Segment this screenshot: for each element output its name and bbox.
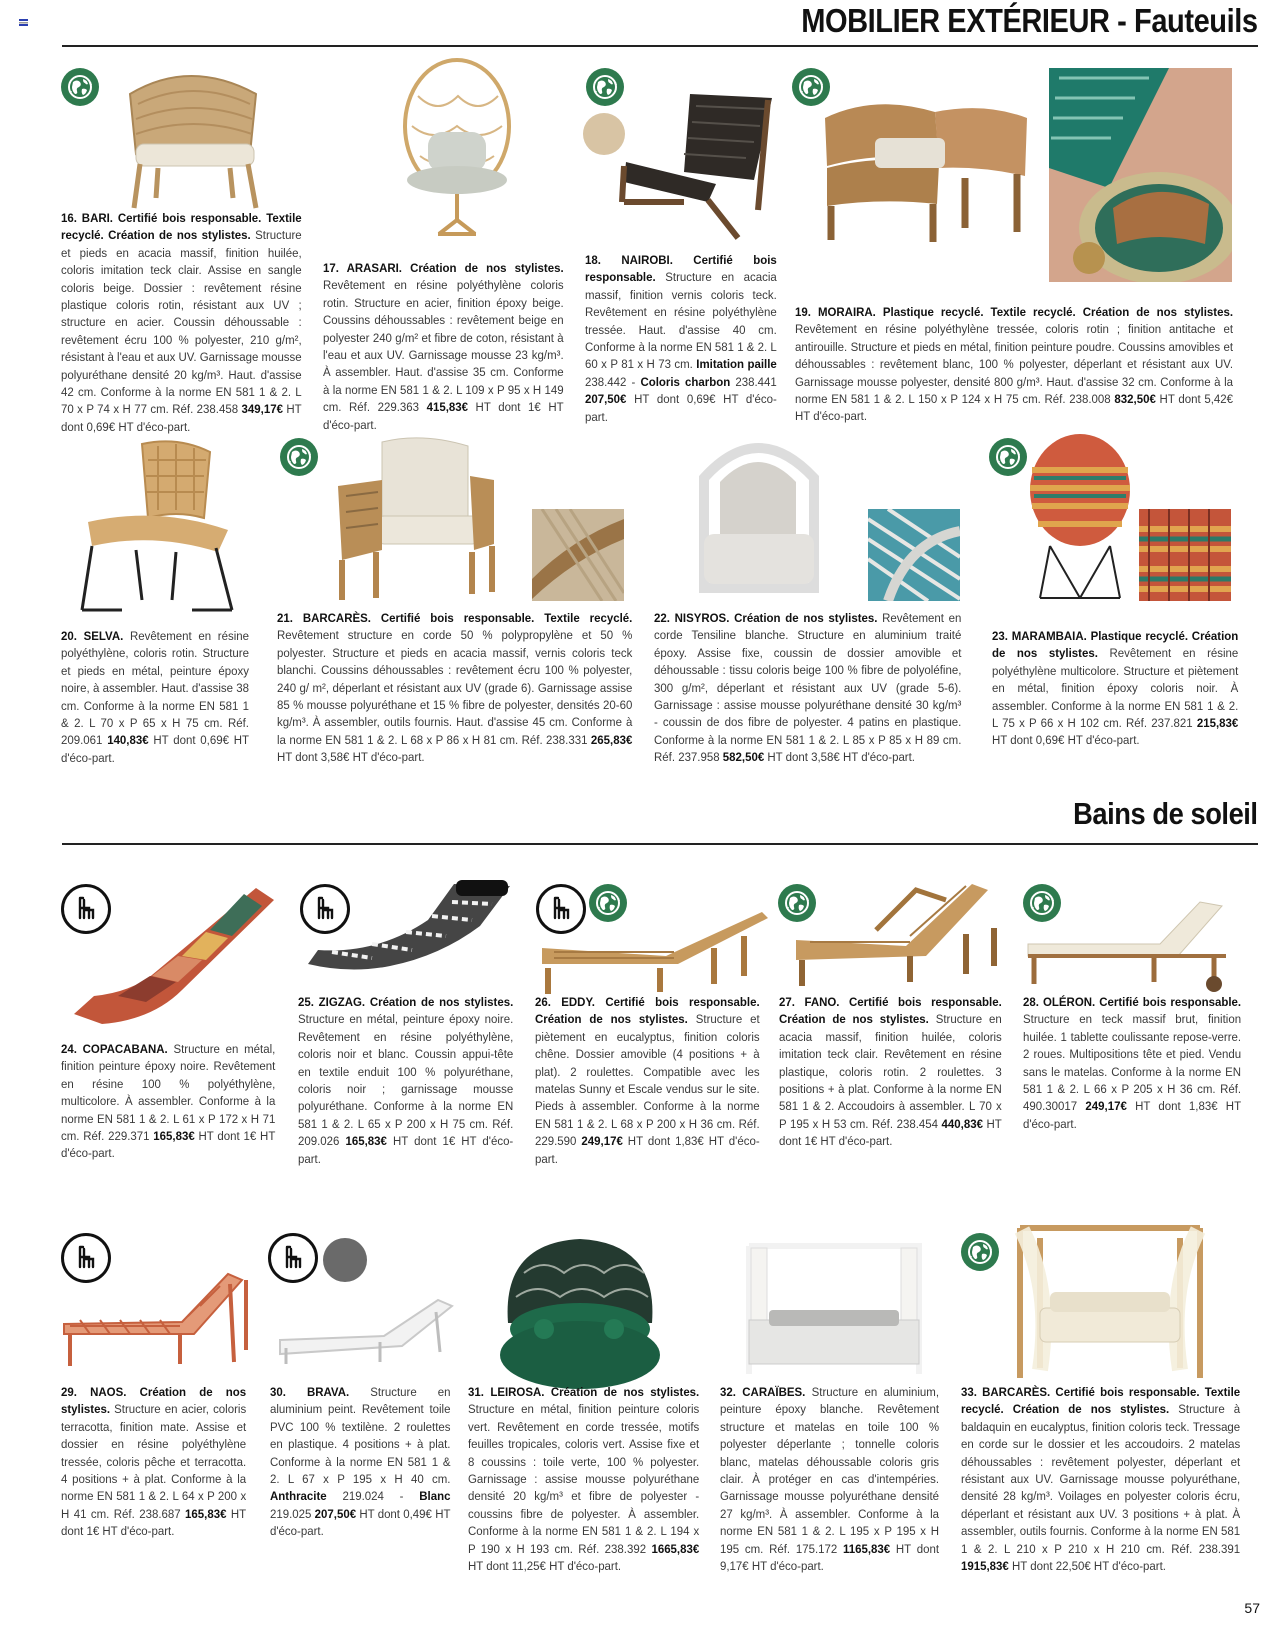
product-image-copacabana <box>66 884 276 1026</box>
page-title: MOBILIER EXTÉRIEUR - Fauteuils <box>801 2 1258 39</box>
product-description-barcares-fauteuil: 21. BARCARÈS. Certifié bois responsable. Textile recyclé. Revêtement structure en corde 50 % polypropylène et 50 % polyester. Structure et pieds en acacia massif, vernis coloris teck blanchi. Coussins déhoussables : revêtement écru 100 % polyester, 240 g/ m², déperlant et résistant aux UV (grade 6). Garnissage assise 85 % mousse polyuréthane et 15 % fibre de polyester, densités 20-60 kg/m³. À assembler, outils fournis. Haut. d'assise 45 cm. Conforme à la norme EN 581 1 & 2. L 68 x P 86 x H 81 cm. Réf. 238.331 265,83€ HT dont 3,58€ HT d'éco-part. <box>277 611 633 765</box>
product-description-nisyros: 22. NISYROS. Création de nos stylistes. Revêtement en corde Tensiline blanche. Structure en aluminium traité époxy. Assise fixe, coussin de dossier amovible et déhoussable : tissu coloris beige 100 % fibre de polyoléfine, 300 g/m², déperlant et résistant aux UV (grade 5-6). Garnissage : assise mousse polyuréthane densité 30 kg/m³ - coussin de dos fibre de polyester. 4 patins en plastique. Conforme à la norme EN 581 1 & 2. L 85 x P 85 x H 89 cm. Réf. 237.958 582,50€ HT dont 3,58€ HT d'éco-part. <box>654 611 962 765</box>
recycled-globe-icon <box>280 438 318 476</box>
product-image-brava <box>276 1296 456 1368</box>
product-detail-photo-marambaia <box>1139 509 1231 601</box>
product-description-nairobi: 18. NAIROBI. Certifié bois responsable. Structure en acacia massif, finition vernis coloris teck. Revêtement en résine polyéthylène tressée. Haut. d'assise 40 cm. Conforme à la norme EN 581 1 & 2. L 60 x P 81 x H 73 cm. Imitation paille 238.442 - Coloris charbon 238.441 207,50€ HT dont 0,69€ HT d'éco-part. <box>585 253 777 424</box>
product-image-fano <box>790 878 1006 990</box>
product-detail-photo-nisyros <box>868 509 960 601</box>
product-description-copacabana: 24. COPACABANA. Structure en métal, finition peinture époxy noire. Revêtement en résine 100 % polyéthylène, multicolore. À assembler. Conforme à la norme EN 581 1 & 2. L 61 x P 172 x H 71 cm. Réf. 229.371 165,83€ HT dont 1€ HT d'éco-part. <box>61 1042 276 1161</box>
section-title: Bains de soleil <box>1073 796 1258 831</box>
product-image-moraira <box>815 98 1037 246</box>
product-image-nairobi <box>618 86 778 244</box>
recycled-globe-icon <box>961 1233 999 1271</box>
section-rule <box>62 843 1258 845</box>
product-image-selva <box>76 438 246 616</box>
product-photo-moraira <box>1049 68 1232 282</box>
product-description-brava: 30. BRAVA. Structure en aluminium peint. Revêtement toile PVC 100 % textilène. 2 roulettes en plastique. 4 positions + à plat. Conforme à la norme EN 581 1 & 2. L 67 x P 195 x H 40 cm. Anthracite 219.024 - Blanc 219.025 207,50€ HT dont 0,49€ HT d'éco-part. <box>270 1385 451 1539</box>
product-image-oleron <box>1024 898 1230 996</box>
product-description-marambaia: 23. MARAMBAIA. Plastique recyclé. Création de nos stylistes. Revêtement en résine polyéthylène multicolore. Structure et piètement en métal, finition époxy coloris noir. À assembler. Conforme à la norme EN 581 1 & 2. L 75 x P 66 x H 102 cm. Réf. 237.821 215,83€ HT dont 0,69€ HT d'éco-part. <box>992 629 1239 748</box>
product-description-arasari: 17. ARASARI. Création de nos stylistes. Revêtement en résine polyéthylène coloris rotin. Structure en acier, finition époxy beige. Coussins déhoussables : revêtement beige en polyester 240 g/m² et fibre de coton, résistant à l'eau et aux UV. Garnissage mousse 23 kg/m³. À assembler. Haut. d'assise 35 cm. Conforme à la norme EN 581 1 & 2. L 109 x P 95 x H 149 cm. Réf. 229.363 415,83€ HT dont 1€ HT d'éco-part. <box>323 261 564 432</box>
product-description-zigzag: 25. ZIGZAG. Création de nos stylistes. Structure en métal, peinture époxy noire. Revêtement en résine polyéthylène, coloris noir et blanc. Coussin appui-tête en textile enduit 100 % polyuréthane, coloris noir ; garnissage mousse polyuréthane. Conforme à la norme EN 581 1 & 2. L 65 x P 200 x H 75 cm. Réf. 209.026 165,83€ HT dont 1€ HT d'éco-part. <box>298 995 514 1166</box>
page-number: 57 <box>1244 1600 1260 1616</box>
product-description-moraira: 19. MORAIRA. Plastique recyclé. Textile recyclé. Création de nos stylistes. Revêtement en résine polyéthylène tressée, coloris rotin ; finition antitache et antirouille. Structure et pieds en métal, finition peinture poudre. Coussins amovibles et déhoussables : revêtement blanc, 100 % polyester, déperlant et résistant aux UV. Garnissage mousse polyester, densité 800 g/m³. Haut. d'assise 32 cm. Conforme à la norme EN 581 1 & 2. L 150 x P 124 x H 75 cm. Réf. 238.008 832,50€ HT dont 5,42€ HT d'éco-part. <box>795 305 1234 424</box>
product-image-barcares <box>332 436 500 604</box>
stackable-chair-icon <box>268 1233 318 1283</box>
product-description-caraibes: 32. CARAÏBES. Structure en aluminium, peinture époxy blanche. Revêtement structure et matelas en toile 100 % polyester déperlante ; tonnelle coloris blanc, matelas déhoussable coloris gris clair. À protéger en cas d'intempéries. Garnissage mousse polyuréthane densité 27 kg/m³. À assembler. Conforme à la norme EN 581 1 & 2. L 195 x P 195 x H 195 cm. Réf. 175.172 1165,83€ HT dont 9,17€ HT d'éco-part. <box>720 1385 940 1574</box>
product-image-eddy <box>534 912 770 1000</box>
product-image-barcares-daybed <box>1010 1222 1210 1382</box>
flag-icon <box>19 19 28 26</box>
product-image-marambaia <box>1024 430 1136 602</box>
title-rule <box>62 45 1258 47</box>
product-description-oleron: 28. OLÉRON. Certifié bois responsable. Structure en teck massif brut, finition huilée. 1 tablette coulissante repose-verre. 2 roues. Multipositions tête et pied. Vendu sans le matelas. Conforme à la norme EN 581 1 & 2. L 66 x P 205 x H 36 cm. Réf. 490.30017 249,17€ HT dont 1,83€ HT d'éco-part. <box>1023 995 1242 1131</box>
recycled-globe-icon <box>61 68 99 106</box>
recycled-globe-icon <box>989 438 1027 476</box>
product-description-barcares-daybed: 33. BARCARÈS. Certifié bois responsable. Textile recyclé. Création de nos stylistes. Structure à baldaquin en eucalyptus, finition coloris teck. Tressage en corde sur le dossier et les accoudoirs. 2 matelas déhoussables : revêtement polyester, déperlant et résistant aux UV. Garnissage mousse polyuréthane, densité 28 kg/m³. Voilages en polyester coloris écru, déperlant et résistant aux UV. 3 positions + à plat. À assembler, outils fournis. Conforme à la norme EN 581 1 & 2. L 210 x P 210 x H 210 cm. Réf. 238.391 1915,83€ HT dont 22,50€ HT d'éco-part. <box>961 1385 1241 1574</box>
product-detail-photo-barcares <box>532 509 624 601</box>
product-image-bari <box>118 64 268 212</box>
product-description-eddy: 26. EDDY. Certifié bois responsable. Création de nos stylistes. Structure et piètement en eucalyptus, finition coloris chêne. Dossier amovible (4 positions + à plat). 2 roulettes. Compatible avec les matelas Sunny et Escale vendus sur le site. Pieds à assembler. Conforme à la norme EN 581 1 & 2. L 68 x P 200 x H 36 cm. Réf. 229.590 249,17€ HT dont 1,83€ HT d'éco-part. <box>535 995 760 1166</box>
product-image-nisyros <box>690 438 826 594</box>
product-image-arasari <box>398 56 516 238</box>
product-image-naos <box>60 1262 252 1370</box>
product-description-bari: 16. BARI. Certifié bois responsable. Textile recyclé. Création de nos stylistes. Structure et pieds en acacia massif, finition huilée, coloris imitation teck clair. Assise en sangle coloris beige. Dossier : revêtement résine plastique coloris rotin, résistant aux UV ; structure en acier. Coussin déhoussable : revêtement écru 100 % polyester, 210 g/m², résistant à l'eau et aux UV. Garnissage mousse polyuréthane densité 20 kg/m³. Haut. d'assise 42 cm. Conforme à la norme EN 581 1 & 2. L 70 x P 74 x H 77 cm. Réf. 238.458 349,17€ HT dont 0,69€ HT d'éco-part. <box>61 211 302 434</box>
product-description-fano: 27. FANO. Certifié bois responsable. Création de nos stylistes. Structure en acacia massif, finition huilée, coloris imitation teck clair. Revêtement en résine plastique, coloris rotin. 2 roulettes. 3 positions + à plat. Conforme à la norme EN 581 1 & 2. Accoudoirs à assembler. L 70 x P 195 x H 53 cm. Réf. 238.454 440,83€ HT dont 1€ HT d'éco-part. <box>779 995 1002 1149</box>
swatch-anthracite <box>323 1238 367 1282</box>
product-image-caraibes <box>739 1236 929 1378</box>
product-description-leirosa: 31. LEIROSA. Création de nos stylistes. Structure en métal, finition peinture coloris vert. Revêtement en corde tressée, motifs feuilles tropicales, coloris vert. Assise fixe et 8 coussins : toile verte, 100 % polyester. Garnissage : assise mousse polyuréthane densité 20 kg/m³ et fibre de polyester - coussins fibre de polyester. À assembler. Conforme à la norme EN 581 1 & 2. L 194 x P 190 x H 193 cm. Réf. 238.392 1665,83€ HT dont 11,25€ HT d'éco-part. <box>468 1385 700 1574</box>
product-image-zigzag <box>302 880 516 984</box>
product-image-leirosa <box>494 1233 666 1393</box>
product-description-selva: 20. SELVA. Revêtement en résine polyéthylène, coloris rotin. Structure et pieds en métal, peinture époxy noire, à assembler. Haut. d'assise 38 cm. Conforme à la norme EN 581 1 & 2. L 70 x P 65 x H 75 cm. Réf. 209.061 140,83€ HT dont 0,69€ HT d'éco-part. <box>61 629 249 765</box>
product-description-naos: 29. NAOS. Création de nos stylistes. Structure en acier, coloris terracotta, finition mate. Assise et dossier en résine polyéthylène tressée, coloris pêche et terracotta. 4 positions + à plat. Conforme à la norme EN 581 1 & 2. L 64 x P 200 x H 41 cm. Réf. 238.687 165,83€ HT dont 1€ HT d'éco-part. <box>61 1385 247 1539</box>
